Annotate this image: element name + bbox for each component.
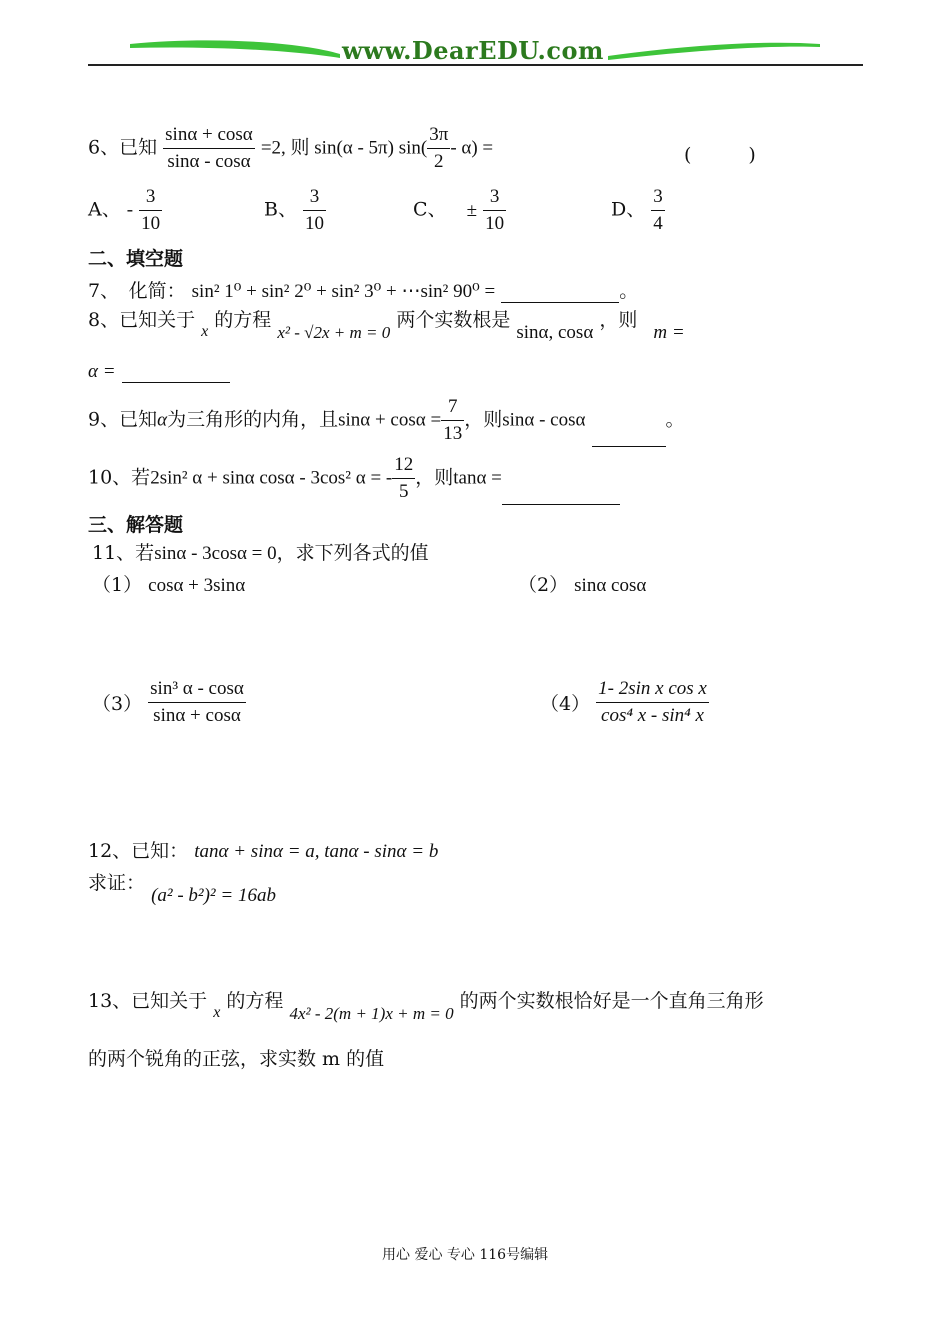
q8-line — [88, 305, 685, 343]
option-a-fraction — [139, 184, 162, 237]
q8-roots: sinα, cosα — [516, 322, 594, 343]
option-d-label: D、 — [611, 198, 646, 221]
q11-label: 11、若 — [92, 542, 155, 564]
q6-fraction2 — [427, 122, 450, 175]
q12-line — [88, 836, 438, 863]
section2-title: 二、填空题 — [88, 248, 184, 270]
q13-label: 13、已知关于 — [88, 990, 208, 1012]
q6-option-b — [264, 184, 326, 237]
q6-eq: =2, 则 sin(α - 5π) sin( — [260, 137, 428, 159]
q8-equation: x² - √2x + m = 0 — [277, 323, 391, 342]
q7-answer-blank[interactable] — [501, 282, 619, 303]
option-a-sign: - — [126, 199, 134, 221]
q11-ask: ，求下列各式的值 — [276, 542, 429, 564]
q10-label: 10、若 — [88, 466, 151, 489]
q11-part3 — [92, 676, 246, 729]
q12-prove-label: 求证： — [88, 872, 146, 894]
q10-fraction — [392, 452, 415, 505]
q10-tan: tanα = — [453, 467, 502, 489]
q11-p4-num: 1- 2sin x cos x — [596, 676, 709, 703]
q11-part1 — [92, 570, 245, 597]
brand-text: www.DearEDU.com — [342, 36, 604, 65]
option-c-den: 10 — [485, 213, 505, 234]
q13-line2: 的两个锐角的正弦，求实数 m 的值 — [88, 1048, 385, 1070]
q9-alpha: α — [157, 409, 168, 431]
q10-then: ，则 — [415, 466, 454, 489]
q8-m-eq: m = — [653, 322, 685, 343]
q13-var: x — [213, 1004, 221, 1021]
option-c-num: 3 — [483, 184, 506, 211]
option-d-den: 4 — [653, 213, 663, 234]
q6-tail: - α) = — [450, 137, 494, 159]
q8-mid: 的方程 — [214, 309, 272, 331]
q8-alpha-line — [88, 360, 230, 383]
q9-end: 。 — [665, 408, 685, 431]
q9-line — [88, 394, 685, 447]
q11-p2-label: （2） — [518, 574, 569, 596]
q6-option-c — [413, 184, 506, 237]
q11-p4-den: cos⁴ x - sin⁴ x — [601, 705, 704, 726]
q10-frac-den: 5 — [398, 481, 409, 502]
q11-condition: sinα - 3cosα = 0 — [154, 543, 277, 564]
q11-p3-den: sinα + cosα — [153, 705, 241, 726]
q6-label: 6、已知 — [88, 136, 158, 159]
q11-p3-fraction — [148, 676, 246, 729]
q8-label: 8、已知关于 — [88, 309, 196, 331]
q13-mid: 的方程 — [226, 990, 284, 1012]
option-d-fraction — [651, 184, 665, 237]
q11-p3-num: sin³ α - cosα — [148, 676, 246, 703]
page-footer: 用心 爱心 专心 116号编辑 — [382, 1247, 549, 1263]
q6-fraction — [163, 122, 255, 175]
q9-mid: 为三角形的内角，且 — [167, 408, 339, 431]
option-b-den: 10 — [305, 213, 325, 234]
q8-var: x — [201, 323, 209, 340]
q11-p2-expr: sinα cosα — [574, 575, 647, 596]
q9-expr: sinα + cosα = — [338, 409, 442, 431]
q8-then: ，则 — [599, 309, 638, 331]
option-b-num: 3 — [303, 184, 326, 211]
q10-expr: 2sin² α + sinα cosα - 3cos² α = - — [150, 467, 393, 489]
q6-frac2-den: 2 — [434, 151, 444, 172]
option-a-den: 10 — [141, 213, 161, 234]
q9-expr2: sinα - cosα — [502, 409, 586, 431]
q6-frac-num: sinα + cosα — [163, 122, 255, 149]
right-swoosh — [608, 43, 820, 60]
q7-expr: sin² 1⁰ + sin² 2⁰ + sin² 3⁰ + ⋯sin² 90⁰ = — [191, 281, 496, 302]
q13-equation: 4x² - 2(m + 1)x + m = 0 — [289, 1004, 454, 1023]
q7-label: 7、 化简： — [88, 280, 186, 302]
q11-part2 — [518, 570, 646, 597]
q7-line — [88, 276, 638, 303]
option-c-label: C、 — [413, 198, 447, 221]
q9-fraction — [441, 394, 464, 447]
q13-rest: 的两个实数根恰好是一个直角三角形 — [459, 990, 764, 1012]
q6-option-a — [88, 184, 162, 237]
option-a-num: 3 — [139, 184, 162, 211]
option-b-label: B、 — [264, 198, 297, 221]
option-d-num: 3 — [651, 184, 665, 211]
q9-frac-den: 13 — [443, 423, 463, 444]
q9-then: ，则 — [464, 408, 503, 431]
q11-p1-expr: cosα + 3sinα — [148, 575, 246, 596]
q8-alpha-eq: α = — [88, 361, 116, 382]
q11-p4-fraction — [596, 676, 709, 729]
q10-line — [88, 452, 620, 505]
section3-title: 三、解答题 — [88, 514, 184, 536]
q12-prove-line — [88, 868, 276, 906]
q11-part4 — [540, 676, 709, 729]
q11-line — [92, 538, 429, 565]
option-c-fraction — [483, 184, 506, 237]
q12-prove-expr: (a² - b²)² = 16ab — [151, 885, 276, 906]
q12-given: tanα + sinα = a, tanα - sinα = b — [194, 841, 439, 862]
q8-alpha-blank[interactable] — [122, 362, 230, 383]
q6-line — [88, 122, 493, 175]
header-rule — [88, 64, 863, 66]
q7-end: 。 — [619, 280, 639, 302]
q11-p1-label: （1） — [92, 574, 143, 596]
option-b-fraction — [303, 184, 326, 237]
q8-mid2: 两个实数根是 — [396, 309, 511, 331]
q6-frac2-num: 3π — [427, 122, 450, 149]
q13-line1 — [88, 986, 764, 1023]
q9-answer-blank[interactable] — [592, 426, 666, 447]
q9-label: 9、已知 — [88, 408, 158, 431]
left-swoosh — [130, 40, 340, 58]
option-a-label: A、 — [88, 198, 121, 221]
q6-answer-paren: ( ) — [684, 144, 756, 166]
option-c-sign: ± — [466, 199, 478, 221]
q6-frac-den: sinα - cosα — [167, 151, 251, 172]
q10-frac-num: 12 — [392, 452, 415, 479]
q11-p3-label: （3） — [92, 693, 143, 715]
q9-frac-num: 7 — [441, 394, 464, 421]
q12-label: 12、已知： — [88, 840, 189, 862]
q11-p4-label: （4） — [540, 693, 591, 715]
q6-option-d — [611, 184, 665, 237]
q10-answer-blank[interactable] — [502, 484, 620, 505]
